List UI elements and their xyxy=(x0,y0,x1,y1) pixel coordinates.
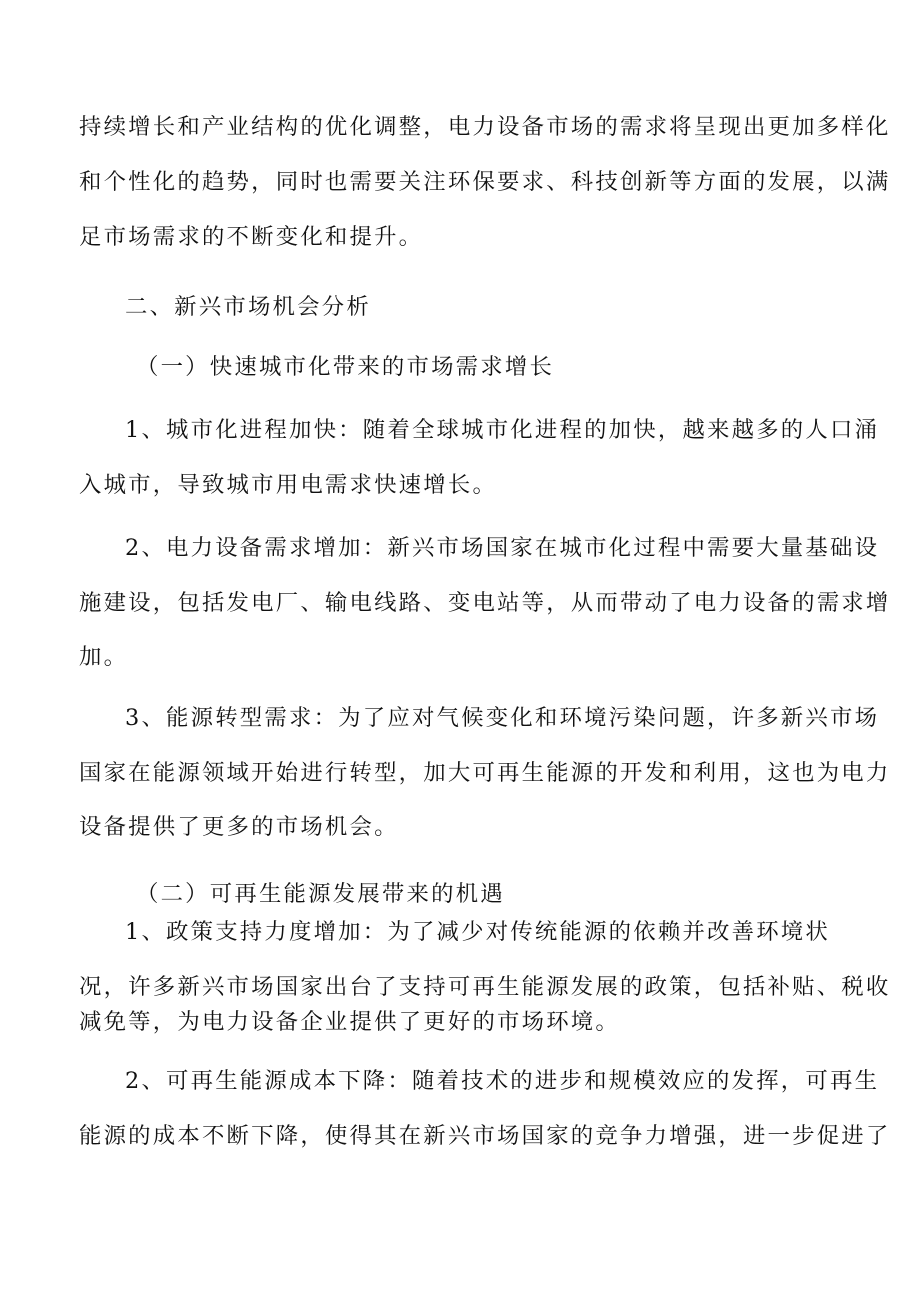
text-line: 况，许多新兴市场国家出台了支持可再生能源发展的政策，包括补贴、税收 xyxy=(79,974,891,1000)
text-line: 和个性化的趋势，同时也需要关注环保要求、科技创新等方面的发展，以满 xyxy=(79,169,891,195)
text-line: 施建设，包括发电厂、输电线路、变电站等，从而带动了电力设备的需求增 xyxy=(79,590,891,616)
text-line: 能源的成本不断下降，使得其在新兴市场国家的竞争力增强，进一步促进了 xyxy=(79,1123,891,1149)
text-line: 2、电力设备需求增加：新兴市场国家在城市化过程中需要大量基础设 xyxy=(125,535,880,561)
text-line: 入城市，导致城市用电需求快速增长。 xyxy=(79,472,498,498)
text-line: 国家在能源领域开始进行转型，加大可再生能源的开发和利用，这也为电力 xyxy=(79,760,891,786)
text-line: 设备提供了更多的市场机会。 xyxy=(79,814,399,840)
section-heading: 二、新兴市场机会分析 xyxy=(125,294,371,320)
text-line: 1、城市化进程加快：随着全球城市化进程的加快，越来越多的人口涌 xyxy=(125,417,880,443)
text-line: 1、政策支持力度增加：为了减少对传统能源的依赖并改善环境状 xyxy=(125,919,830,945)
text-line: 足市场需求的不断变化和提升。 xyxy=(79,224,424,250)
text-line: 3、能源转型需求：为了应对气候变化和环境污染问题，许多新兴市场 xyxy=(125,705,880,731)
subsection-heading: （二）可再生能源发展带来的机遇 xyxy=(136,881,505,907)
text-line: 减免等，为电力设备企业提供了更好的市场环境。 xyxy=(79,1009,620,1035)
text-line: 2、可再生能源成本下降：随着技术的进步和规模效应的发挥，可再生 xyxy=(125,1068,880,1094)
subsection-heading: （一）快速城市化带来的市场需求增长 xyxy=(136,354,555,380)
text-line: 持续增长和产业结构的优化调整，电力设备市场的需求将呈现出更加多样化 xyxy=(79,114,891,140)
text-line: 加。 xyxy=(79,644,129,670)
